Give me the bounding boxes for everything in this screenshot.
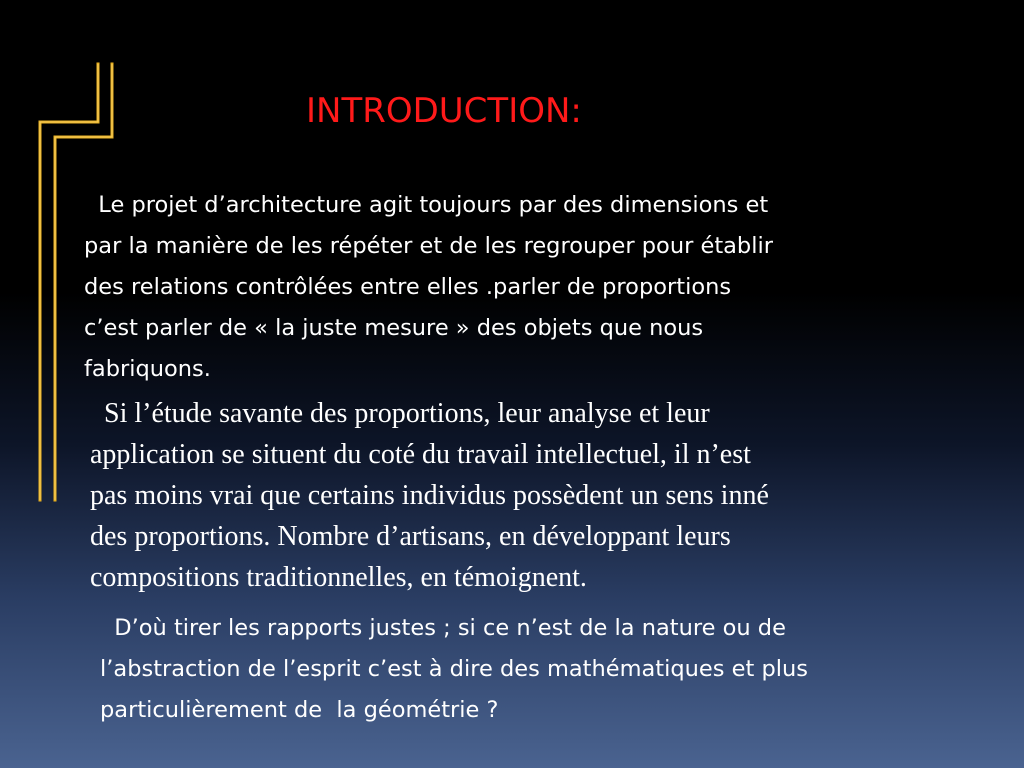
paragraph-line: fabriquons. (84, 356, 211, 382)
paragraph-line: des proportions. Nombre d’artisans, en développant leurs (90, 521, 731, 552)
paragraph-line: compositions traditionnelles, en témoignent. (90, 562, 587, 593)
paragraph-architecture (84, 185, 773, 390)
paragraph-line: D’où tirer les rapports justes ; si ce n’est de la nature ou de (100, 615, 786, 641)
paragraph-line: Le projet d’architecture agit toujours par des dimensions et (84, 192, 769, 218)
paragraph-line: Si l’étude savante des proportions, leur analyse et leur (90, 398, 710, 429)
slide-title: INTRODUCTION: (306, 91, 582, 131)
paragraph-question (100, 608, 808, 731)
paragraph-line: particulièrement de la géométrie ? (100, 697, 499, 723)
paragraph-proportions (90, 393, 769, 598)
paragraph-line: c’est parler de « la juste mesure » des objets que nous (84, 315, 704, 341)
paragraph-line: l’abstraction de l’esprit c’est à dire des mathématiques et plus (100, 656, 808, 682)
paragraph-line: application se situent du coté du travail intellectuel, il n’est (90, 439, 751, 470)
paragraph-line: des relations contrôlées entre elles .parler de proportions (84, 274, 732, 300)
paragraph-line: pas moins vrai que certains individus possèdent un sens inné (90, 480, 769, 511)
paragraph-line: par la manière de les répéter et de les regrouper pour établir (84, 233, 773, 259)
